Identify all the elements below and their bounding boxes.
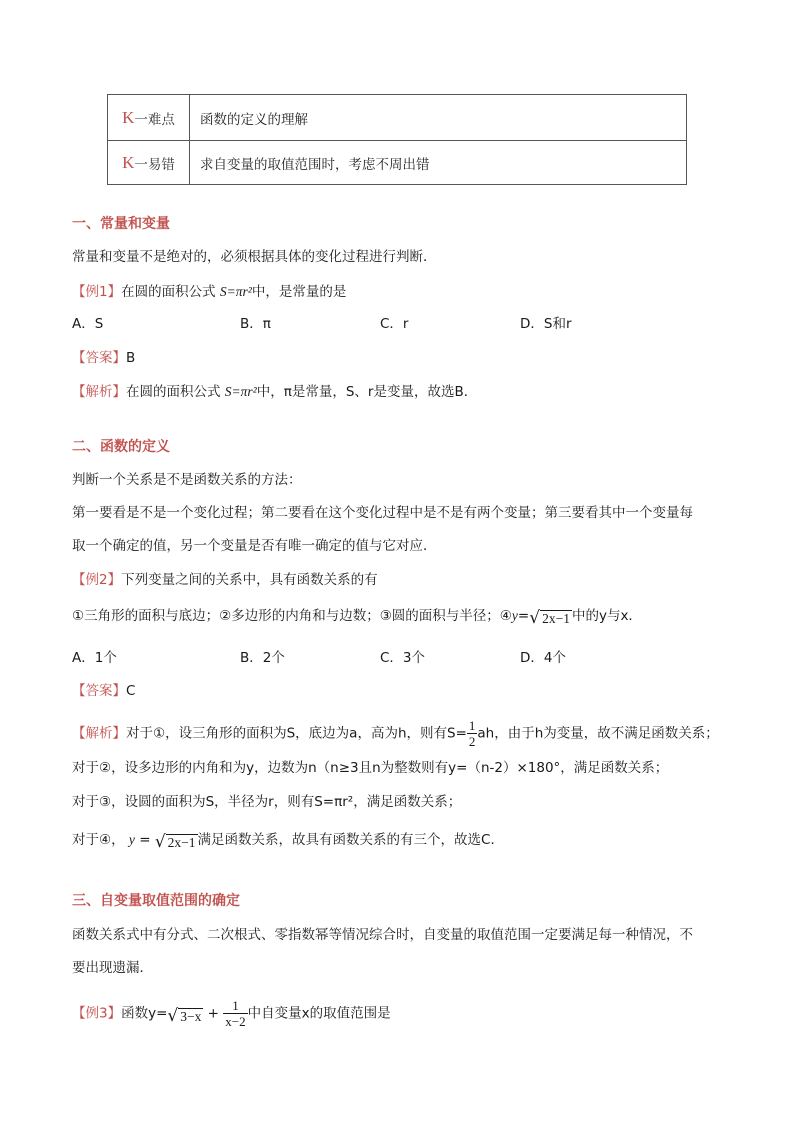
- solution-text: 对于①，设三角形的面积为S，底边为a，高为h，则有S=: [126, 725, 467, 742]
- items-text: ①三角形的面积与底边；②多边形的内角和与边数；③圆的面积与半径；④: [72, 608, 512, 624]
- table-row: [108, 95, 686, 141]
- square-root: √ 3−x: [167, 1005, 202, 1026]
- solution-text: ah，由于h为变量，故不满足函数关系；: [477, 725, 719, 742]
- example-text: 下列变量之间的关系中，具有函数关系的有: [121, 572, 378, 588]
- solution-2-line-1: [72, 718, 719, 749]
- example-2-items: ①三角形的面积与底边；②多边形的内角和与边数；③圆的面积与半径；④y= √ 2x−1 中的y与x．: [72, 608, 642, 628]
- example-tag: 【例2】: [72, 572, 122, 588]
- example-3: 【例3】函数y= √ 3−x + $\frac{1}{x-2}$ 中自变量x的取值范围是: [72, 998, 391, 1029]
- option-d: D．4个: [520, 650, 566, 666]
- answer-tag: 【答案】: [72, 683, 126, 699]
- section-1-heading: 一、常量和变量: [72, 216, 170, 232]
- section-2-heading: 二、函数的定义: [72, 439, 170, 455]
- solution-2-line-4: 对于④， y = √ 2x−1 满足函数关系，故具有函数关系的有三个，故选C．: [72, 832, 504, 852]
- fraction-numerator: 1: [232, 998, 239, 1013]
- example-2: [72, 570, 378, 590]
- option-a: A．1个: [72, 650, 117, 666]
- radicand: 3−x: [180, 1008, 202, 1024]
- row-text: 求自变量的取值范围时，考虑不周出错: [200, 156, 430, 173]
- solution-text: 满足函数关系，故具有函数关系的有三个，故选C．: [197, 832, 504, 848]
- radicand: 2x−1: [167, 835, 196, 850]
- fraction-numerator: 1: [468, 718, 476, 733]
- section-2-paragraph: 第一要看是不是一个变化过程；第二要看在这个变化过程中是不是有两个变量；第三要看其中一个变量每: [72, 505, 693, 521]
- option-c: C．r: [380, 316, 409, 332]
- option-b: B．2个: [240, 650, 285, 666]
- option-a: A．S: [72, 316, 104, 332]
- solution-text: 对于④，: [72, 832, 125, 848]
- table-row: [108, 140, 686, 185]
- fraction: [223, 998, 247, 1029]
- row-label: [108, 140, 190, 185]
- example-text: 函数y=: [121, 1005, 168, 1022]
- solution-tag: 【解析】: [72, 725, 126, 742]
- k-mark: K: [122, 107, 135, 127]
- items-text: 中的y与x．: [571, 608, 642, 624]
- option-d: D．S和r: [520, 316, 572, 332]
- section-2-intro: 判断一个关系是不是函数关系的方法：: [72, 472, 302, 488]
- key-points-table: [107, 94, 687, 185]
- square-root: √ 2x−1: [529, 608, 570, 628]
- section-1-intro: 常量和变量不是绝对的，必须根据具体的变化过程进行判断．: [72, 249, 437, 265]
- solution-tag: 【解析】: [72, 384, 126, 400]
- solution-1: [72, 382, 477, 402]
- radicand: 2x−1: [542, 611, 570, 626]
- option-c: C．3个: [380, 650, 426, 666]
- row-label-text: 一难点: [134, 111, 175, 128]
- solution-2-line-2: 对于②，设多边形的内角和为y，边数为n（n≥3且n为整数则有y=（n-2）×180°，满足函数关系；: [72, 760, 669, 776]
- section-3-paragraph: 函数关系式中有分式、二次根式、零指数幂等情况综合时，自变量的取值范围一定要满足每一种情况，不: [72, 927, 693, 943]
- section-2-paragraph: 取一个确定的值，另一个变量是否有唯一确定的值与它对应．: [72, 538, 437, 554]
- fraction-denominator: 2: [468, 734, 476, 749]
- solution-text: 中，π是常量，S、r是变量，故选B．: [256, 384, 478, 400]
- section-3-paragraph: 要出现遗漏．: [72, 960, 153, 976]
- row-label: [108, 95, 190, 140]
- option-b: B．π: [240, 316, 271, 332]
- example-tag: 【例1】: [72, 284, 122, 300]
- formula: S=πr²: [224, 384, 257, 399]
- row-label-text: 一易错: [134, 156, 175, 173]
- example-1: [72, 282, 346, 302]
- answer-2: [72, 681, 135, 701]
- example-tag: 【例3】: [72, 1005, 122, 1022]
- example-text: 中，是常量的是: [251, 284, 347, 300]
- answer-tag: 【答案】: [72, 350, 126, 366]
- example-text: 在圆的面积公式: [121, 284, 216, 300]
- solution-text: 在圆的面积公式: [126, 384, 221, 400]
- row-text: 函数的定义的理解: [200, 111, 308, 128]
- answer-value: B: [126, 350, 136, 366]
- answer-value: C: [126, 683, 136, 699]
- example-text: 中自变量x的取值范围是: [247, 1005, 391, 1022]
- fraction-denominator: x−2: [225, 1014, 246, 1029]
- fraction: [467, 718, 478, 749]
- square-root: √ 2x−1: [154, 832, 196, 852]
- section-3-heading: 三、自变量取值范围的确定: [72, 893, 240, 909]
- k-mark: K: [122, 152, 135, 172]
- answer-1: [72, 348, 135, 368]
- formula: S=πr²: [219, 284, 252, 299]
- solution-2-line-3: 对于③，设圆的面积为S，半径为r，则有S=πr²，满足函数关系；: [72, 794, 462, 810]
